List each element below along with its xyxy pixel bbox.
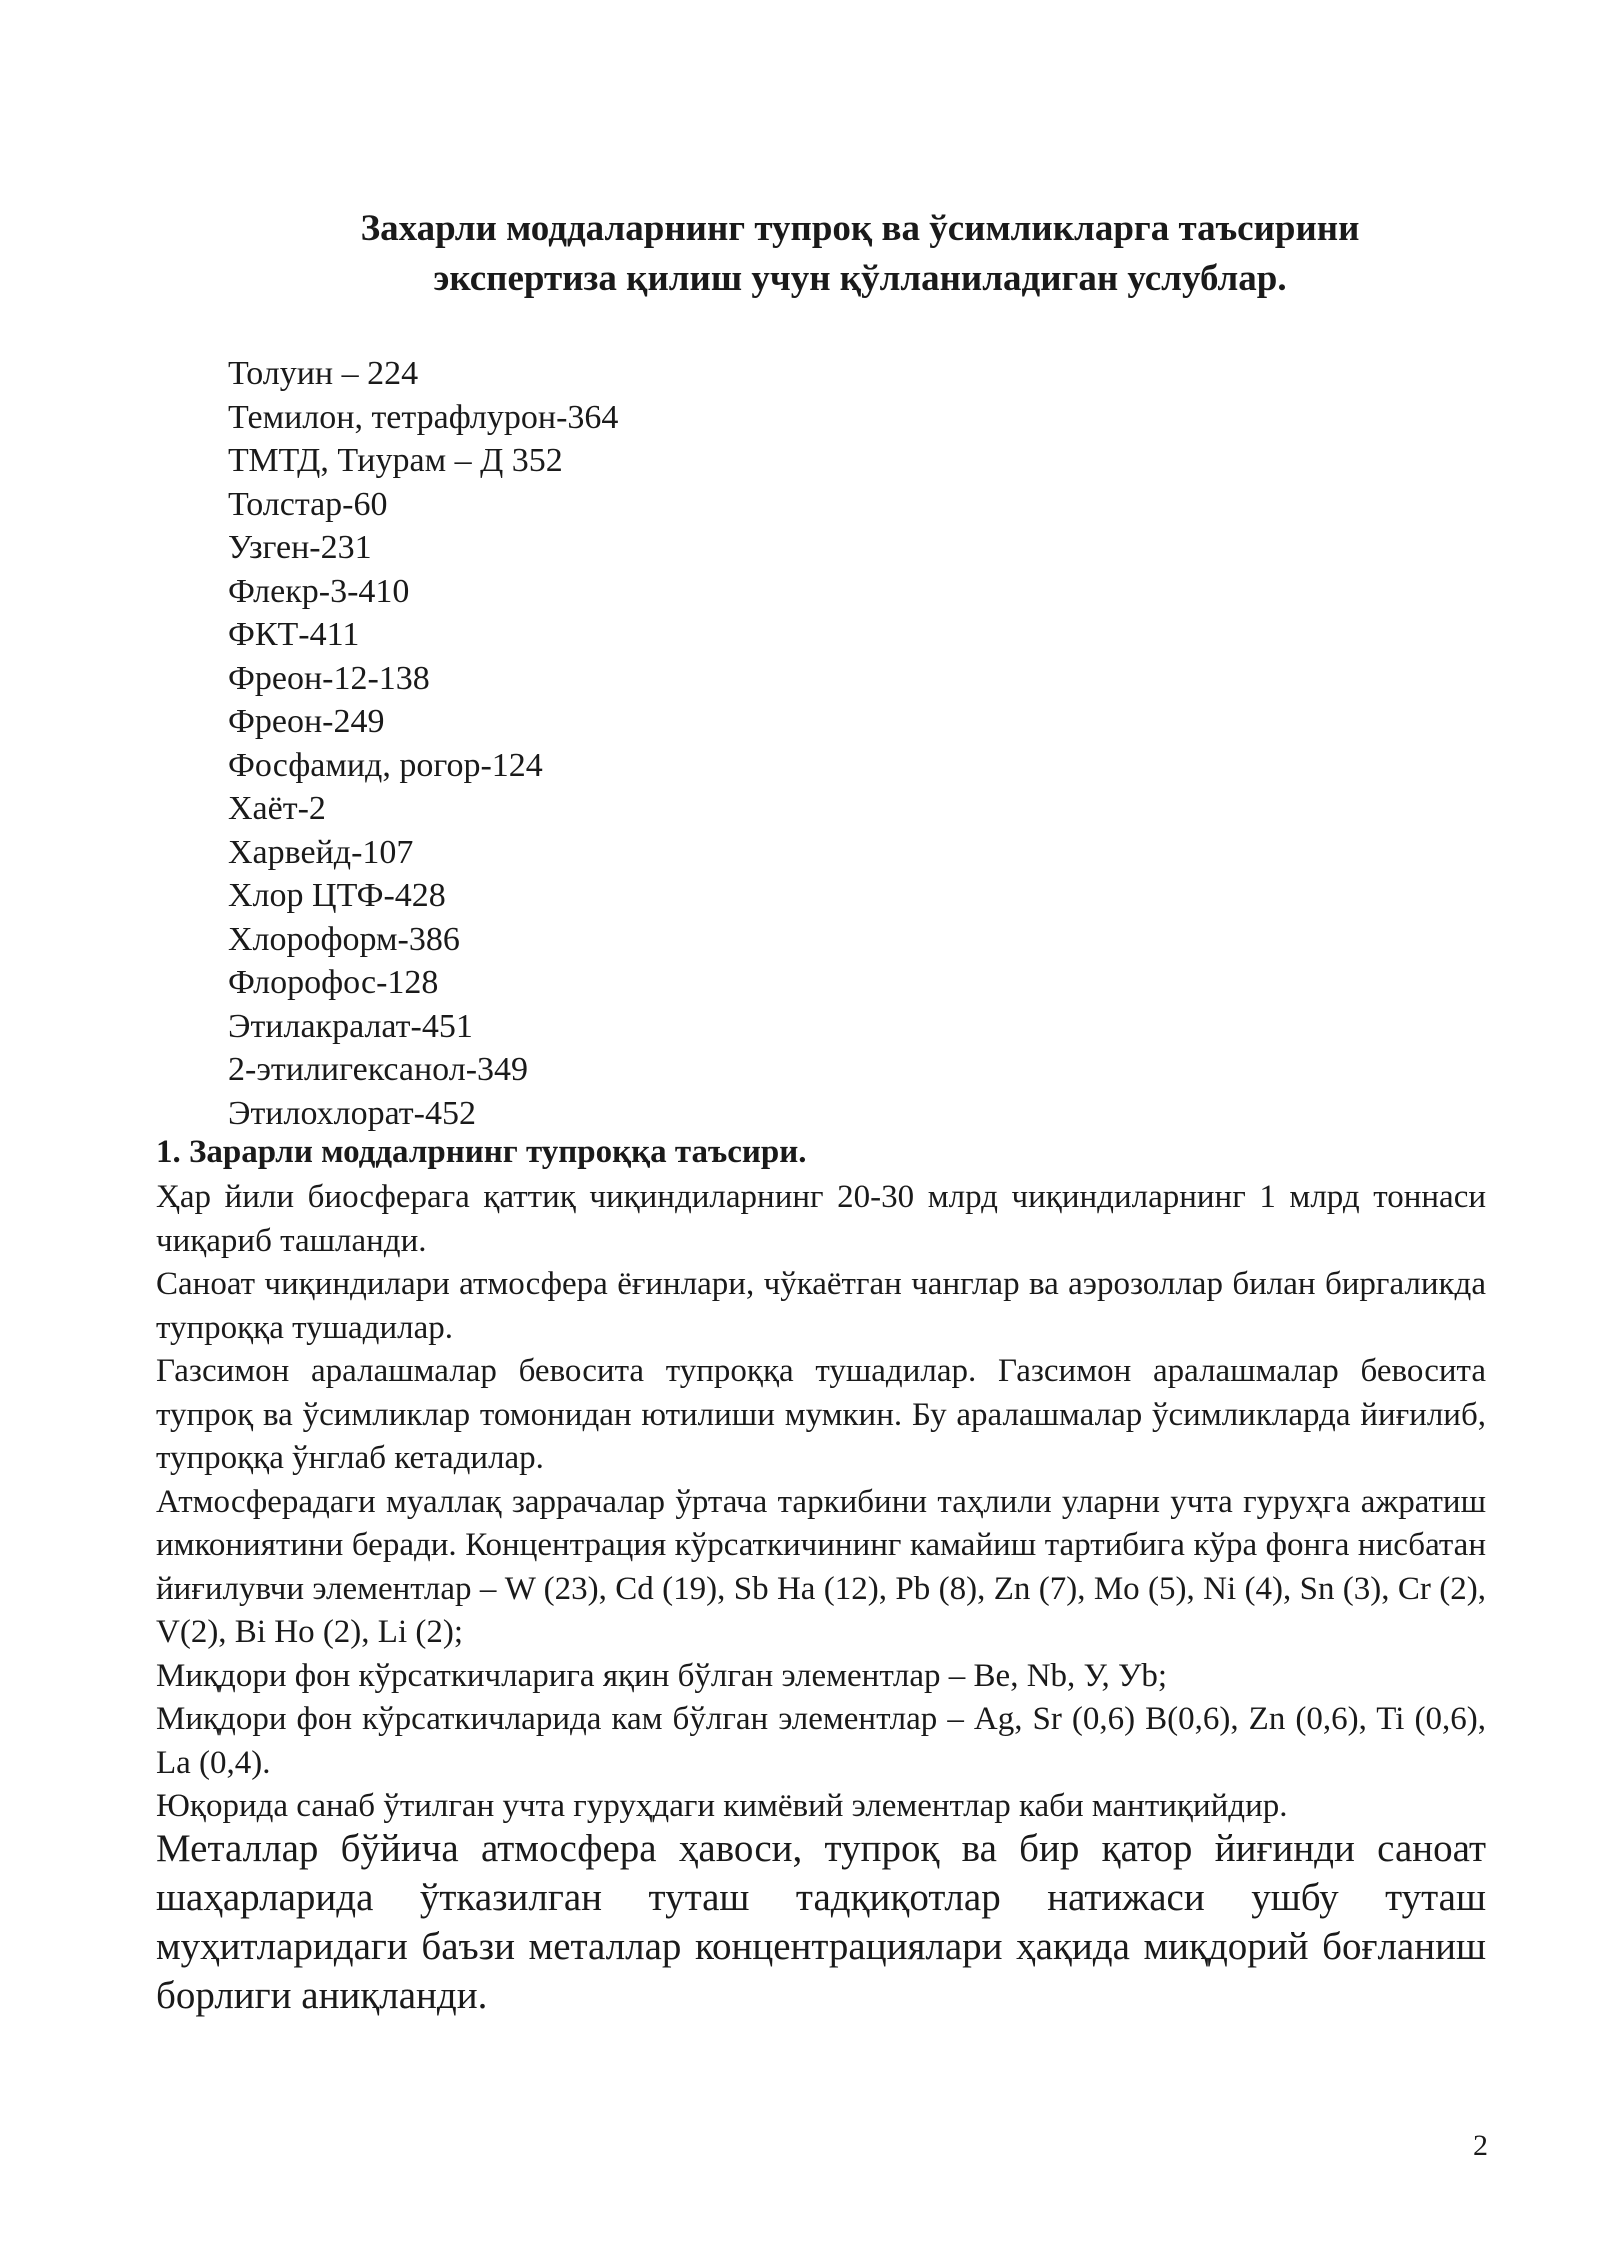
list-item: Темилон, тетрафлурон-364	[228, 398, 619, 436]
paragraph: Атмосферадаги муаллақ заррачалар ўртача таркибини таҳлили уларни учта гуруҳга ажратиш имкониятини беради. Концентрация кўрсаткичининг камайиш тартибига кўра фонга нисбатан йиғилувчи элементлар – W (23), Cd (19), Sb На (12), Pb (8), Zn (7), Mo (5), Ni (4), Sn (3), Cr (2), V(2), Bi Ho (2), Li (2);	[156, 1483, 1486, 1650]
list-item: Этилакралат-451	[228, 1007, 473, 1045]
list-item: Хлороформ-386	[228, 920, 460, 958]
paragraph: Миқдори фон кўрсаткичларига яқин бўлган элементлар – Be, Nb, У, Уb;	[156, 1657, 1168, 1694]
paragraph: Миқдори фон кўрсаткичларида кам бўлган элементлар – Ag, Sr (0,6) B(0,6), Zn (0,6), Ti (0,6), La (0,4).	[156, 1701, 1486, 1781]
list-item: Узген-231	[228, 529, 372, 566]
substance-list	[228, 352, 618, 1135]
section-body	[156, 1176, 1486, 1829]
paragraph: Газсимон аралашмалар бевосита тупроққа тушадилар. Газсимон аралашмалар бевосита тупроқ ва ўсимликлар томонидан ютилиши мумкин. Бу аралашмалар ўсимликларда йиғилиб, тупроққа ўнглаб кетадилар.	[156, 1353, 1486, 1476]
page-number: 2	[1473, 2129, 1488, 2162]
list-item: Этилохлорат-452	[228, 1094, 476, 1132]
paragraph: Ҳар йили биосферага қаттиқ чиқиндиларнинг 20-30 млрд чиқиндиларнинг 1 млрд тоннаси чиқариб ташланди.	[156, 1179, 1486, 1259]
list-item: Флорофос-128	[228, 964, 439, 1001]
title-line-1: Захарли моддаларнинг тупроқ ва ўсимликларга таъсирини	[360, 208, 1360, 249]
list-item: ФКТ-411	[228, 616, 360, 653]
document-title	[230, 204, 1490, 304]
list-item: Хлор ЦТФ-428	[228, 877, 446, 914]
title-line-2: экспертиза қилиш учун қўлланиладиган услублар.	[433, 258, 1287, 299]
paragraph: Саноат чиқиндилари атмосфера ёғинлари, чўкаётган чанглар ва аэрозоллар билан биргаликда тупроққа тушадилар.	[156, 1266, 1486, 1346]
section-heading: 1. Зарарли моддалрнинг тупроққа таъсири.	[156, 1134, 807, 1170]
list-item: Фосфамид, рогор-124	[228, 746, 543, 784]
list-item: ТМТД, Тиурам – Д 352	[228, 442, 563, 479]
list-item: Толстар-60	[228, 485, 388, 523]
list-item: Харвейд-107	[228, 833, 414, 871]
list-item: Толуин – 224	[228, 355, 419, 392]
list-item: 2-этилигексанол-349	[228, 1051, 529, 1088]
list-item: Флекр-3-410	[228, 572, 410, 610]
paragraph: Юқорида санаб ўтилган учта гуруҳдаги кимёвий элементлар каби мантиқийдир.	[156, 1788, 1288, 1824]
list-item: Фреон-249	[228, 703, 385, 740]
list-item: Хаёт-2	[228, 790, 326, 827]
list-item: Фреон-12-138	[228, 659, 430, 697]
closing-paragraph: Металлар бўйича атмосфера ҳавоси, тупроқ ва бир қатор йиғинди саноат шаҳарларида ўтказилган туташ тадқиқотлар натижаси ушбу туташ муҳитларидаги баъзи металлар концентрациялари ҳақида миқдорий боғланиш борлиги аниқланди.	[156, 1827, 1486, 2017]
